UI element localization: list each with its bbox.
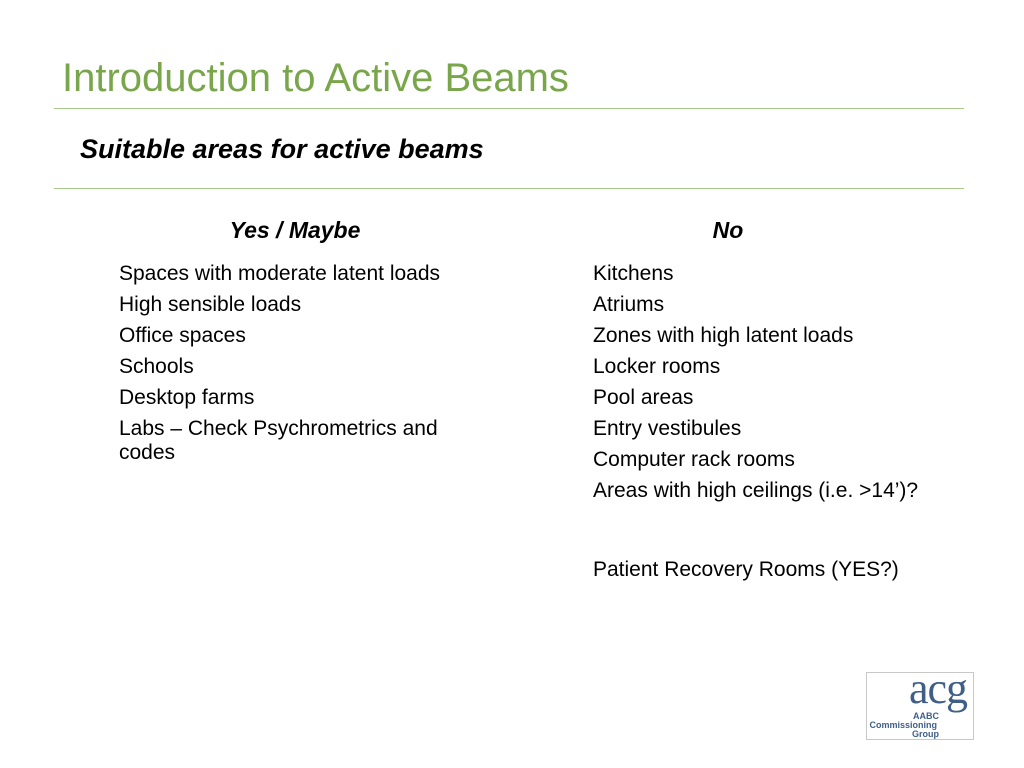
- list-item: Computer rack rooms: [593, 448, 795, 471]
- logo-line-aabc: AABC: [913, 711, 939, 721]
- list-item: Office spaces: [119, 324, 246, 347]
- list-item: Areas with high ceilings (i.e. >14’)?: [593, 479, 919, 502]
- title-divider: [54, 108, 964, 109]
- slide-title: Introduction to Active Beams: [62, 56, 569, 100]
- list-item: Pool areas: [593, 386, 694, 409]
- list-item: Spaces with moderate latent loads: [119, 262, 441, 285]
- list-item: Zones with high latent loads: [593, 324, 854, 347]
- list-item: Kitchens: [593, 262, 674, 285]
- list-item: Entry vestibules: [593, 417, 742, 440]
- list-item: Patient Recovery Rooms (YES?): [593, 558, 899, 581]
- list-item: High sensible loads: [119, 293, 302, 316]
- logo-line-commissioning: Commissioning: [869, 720, 937, 730]
- logo-mark: acg: [908, 664, 967, 713]
- yes-maybe-heading: Yes / Maybe: [229, 217, 361, 243]
- logo-line-group: Group: [912, 729, 939, 739]
- yes-maybe-list: [119, 262, 499, 472]
- list-item: Labs – Check Psychrometrics and codes: [119, 417, 438, 464]
- list-item: Desktop farms: [119, 386, 255, 409]
- list-item: Atriums: [593, 293, 665, 316]
- list-item: Schools: [119, 355, 194, 378]
- no-list: [593, 262, 923, 589]
- list-spacer: [593, 510, 923, 558]
- slide-subtitle: Suitable areas for active beams: [80, 134, 484, 164]
- subtitle-divider: [54, 188, 964, 189]
- acg-logo: [866, 664, 974, 740]
- no-heading: No: [712, 217, 744, 243]
- list-item: Locker rooms: [593, 355, 721, 378]
